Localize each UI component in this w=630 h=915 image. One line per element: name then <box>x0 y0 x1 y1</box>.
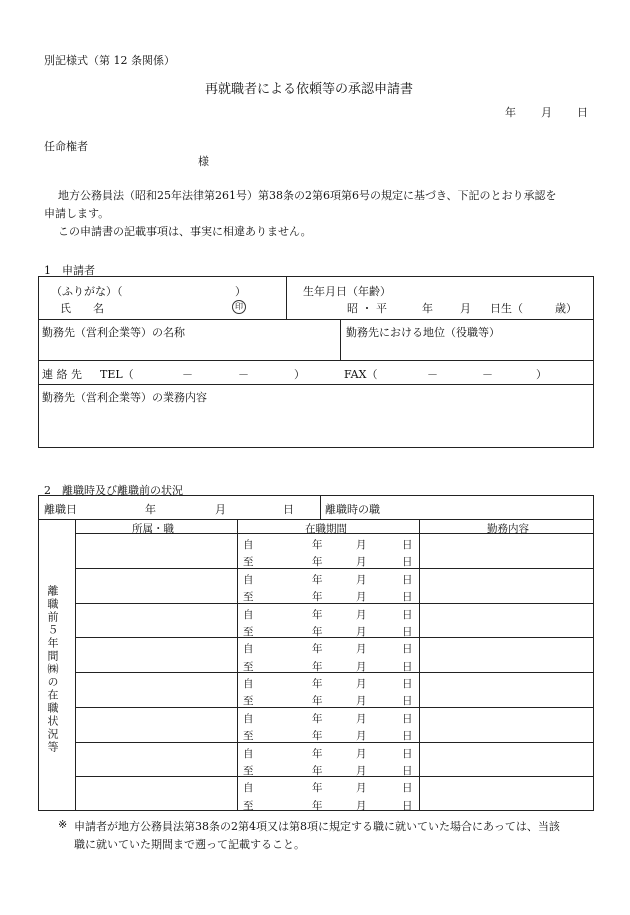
footnote-mark: ※ <box>58 818 68 831</box>
tel-dash-1: － <box>182 368 193 381</box>
to-label: 至 <box>243 730 254 743</box>
tel-label: TEL（ <box>100 368 134 381</box>
date-year: 年 <box>505 106 516 119</box>
period-day: 日 <box>402 556 413 569</box>
addressee-honorific: 様 <box>198 155 209 168</box>
fax-dash-1: － <box>427 368 438 381</box>
period-month: 月 <box>356 782 367 795</box>
period-year: 年 <box>312 782 323 795</box>
footnote-line-1: 申請者が地方公務員法第38条の2第4項又は第8項に規定する職に就いていた場合にあっては、当該 <box>74 820 560 833</box>
period-year: 年 <box>312 556 323 569</box>
position-label: 勤務先における地位（役職等） <box>346 326 500 339</box>
period-month: 月 <box>356 643 367 656</box>
period-day: 日 <box>402 712 413 725</box>
birth-age: 歳） <box>555 302 577 315</box>
period-day: 日 <box>402 764 413 777</box>
to-label: 至 <box>243 695 254 708</box>
period-month: 月 <box>356 695 367 708</box>
to-label: 至 <box>243 625 254 638</box>
period-day: 日 <box>402 747 413 760</box>
contact-label: 連 絡 先 <box>42 368 82 381</box>
period-day: 日 <box>402 539 413 551</box>
tel-close: ） <box>294 368 305 381</box>
fax-dash-2: － <box>482 368 493 381</box>
period-year: 年 <box>312 712 323 725</box>
period-year: 年 <box>312 747 323 760</box>
period-month: 月 <box>356 747 367 760</box>
section2-heading: 2 離職時及び離職前の状況 <box>44 484 183 497</box>
addressee-label: 任命権者 <box>44 140 88 153</box>
period-month: 月 <box>356 712 367 725</box>
period-year: 年 <box>312 660 323 673</box>
body-line-1: 地方公務員法（昭和25年法律第261号）第38条の2第6項第6号の規定に基づき、下記のとおり承認を <box>58 189 557 202</box>
from-label: 自 <box>243 643 254 656</box>
form-reference: 別記様式（第 12 条関係） <box>44 54 175 67</box>
period-day: 日 <box>402 573 413 586</box>
retire-month: 月 <box>215 503 226 516</box>
period-month: 月 <box>356 660 367 673</box>
period-day: 日 <box>402 678 413 690</box>
fax-close: ） <box>536 368 547 381</box>
birth-era: 昭 ・ 平 <box>347 302 387 315</box>
document-title: 再就職者による依頼等の承認申請書 <box>205 82 414 97</box>
from-label: 自 <box>243 712 254 725</box>
period-year: 年 <box>312 695 323 708</box>
period-year: 年 <box>312 799 323 812</box>
period-month: 月 <box>356 573 367 586</box>
to-label: 至 <box>243 660 254 673</box>
period-day: 日 <box>402 799 413 812</box>
period-day: 日 <box>402 782 413 795</box>
tel-dash-2: － <box>238 368 249 381</box>
period-month: 月 <box>356 608 367 621</box>
to-label: 至 <box>243 764 254 777</box>
row-divider <box>75 672 594 673</box>
row-divider <box>75 742 594 743</box>
period-month: 月 <box>356 539 367 551</box>
period-day: 日 <box>402 625 413 638</box>
footnote-line-2: 職に就いていた期間まで遡って記載すること。 <box>74 838 305 851</box>
col-duties-header: 勤務内容 <box>487 523 529 535</box>
retire-day: 日 <box>283 503 294 516</box>
period-month: 月 <box>356 625 367 638</box>
row-divider <box>75 776 594 777</box>
period-month: 月 <box>356 678 367 690</box>
retire-year: 年 <box>145 503 156 516</box>
name-label: 氏 名 <box>60 302 104 315</box>
col-affiliation-header: 所属・職 <box>132 523 174 535</box>
date-month: 月 <box>541 106 552 119</box>
period-year: 年 <box>312 730 323 743</box>
period-year: 年 <box>312 591 323 604</box>
birth-year: 年 <box>422 302 433 315</box>
furigana-close: ） <box>235 285 246 298</box>
col-period-header: 在職期間 <box>305 523 347 535</box>
section1-heading: 1 申請者 <box>44 264 95 277</box>
body-line-3: この申請書の記載事項は、事実に相違ありません。 <box>58 225 312 238</box>
period-month: 月 <box>356 799 367 812</box>
period-month: 月 <box>356 764 367 777</box>
retire-post-label: 離職時の職 <box>325 503 380 516</box>
period-year: 年 <box>312 573 323 586</box>
period-year: 年 <box>312 539 323 551</box>
employer-name-label: 勤務先（営利企業等）の名称 <box>42 326 185 339</box>
period-month: 月 <box>356 730 367 743</box>
row-divider <box>75 603 594 604</box>
retire-date-label: 離職日 <box>44 503 77 516</box>
row-divider <box>75 568 594 569</box>
period-day: 日 <box>402 591 413 604</box>
side-label-vertical: 離職前５年間㈱の在職状況等 <box>46 585 59 754</box>
period-month: 月 <box>356 556 367 569</box>
birth-month: 月 <box>460 302 471 315</box>
period-day: 日 <box>402 643 413 656</box>
period-year: 年 <box>312 643 323 656</box>
period-year: 年 <box>312 625 323 638</box>
period-day: 日 <box>402 660 413 673</box>
row-divider <box>75 707 594 708</box>
fax-label: FAX（ <box>344 368 378 381</box>
seal-mark: 印 <box>232 300 246 314</box>
to-label: 至 <box>243 556 254 569</box>
business-content-label: 勤務先（営利企業等）の業務内容 <box>42 391 207 404</box>
period-day: 日 <box>402 695 413 708</box>
to-label: 至 <box>243 591 254 604</box>
furigana-label: （ふりがな）（ <box>51 285 123 298</box>
to-label: 至 <box>243 799 254 812</box>
from-label: 自 <box>243 608 254 621</box>
from-label: 自 <box>243 678 254 690</box>
birthdate-label: 生年月日（年齢） <box>303 285 391 298</box>
period-day: 日 <box>402 608 413 621</box>
from-label: 自 <box>243 539 254 551</box>
body-line-2: 申請します。 <box>44 207 110 220</box>
period-year: 年 <box>312 608 323 621</box>
from-label: 自 <box>243 573 254 586</box>
from-label: 自 <box>243 782 254 795</box>
row-divider <box>75 637 594 638</box>
birth-day: 日生（ <box>490 302 523 315</box>
period-year: 年 <box>312 764 323 777</box>
date-day: 日 <box>577 106 588 119</box>
period-day: 日 <box>402 730 413 743</box>
period-year: 年 <box>312 678 323 690</box>
from-label: 自 <box>243 747 254 760</box>
period-month: 月 <box>356 591 367 604</box>
